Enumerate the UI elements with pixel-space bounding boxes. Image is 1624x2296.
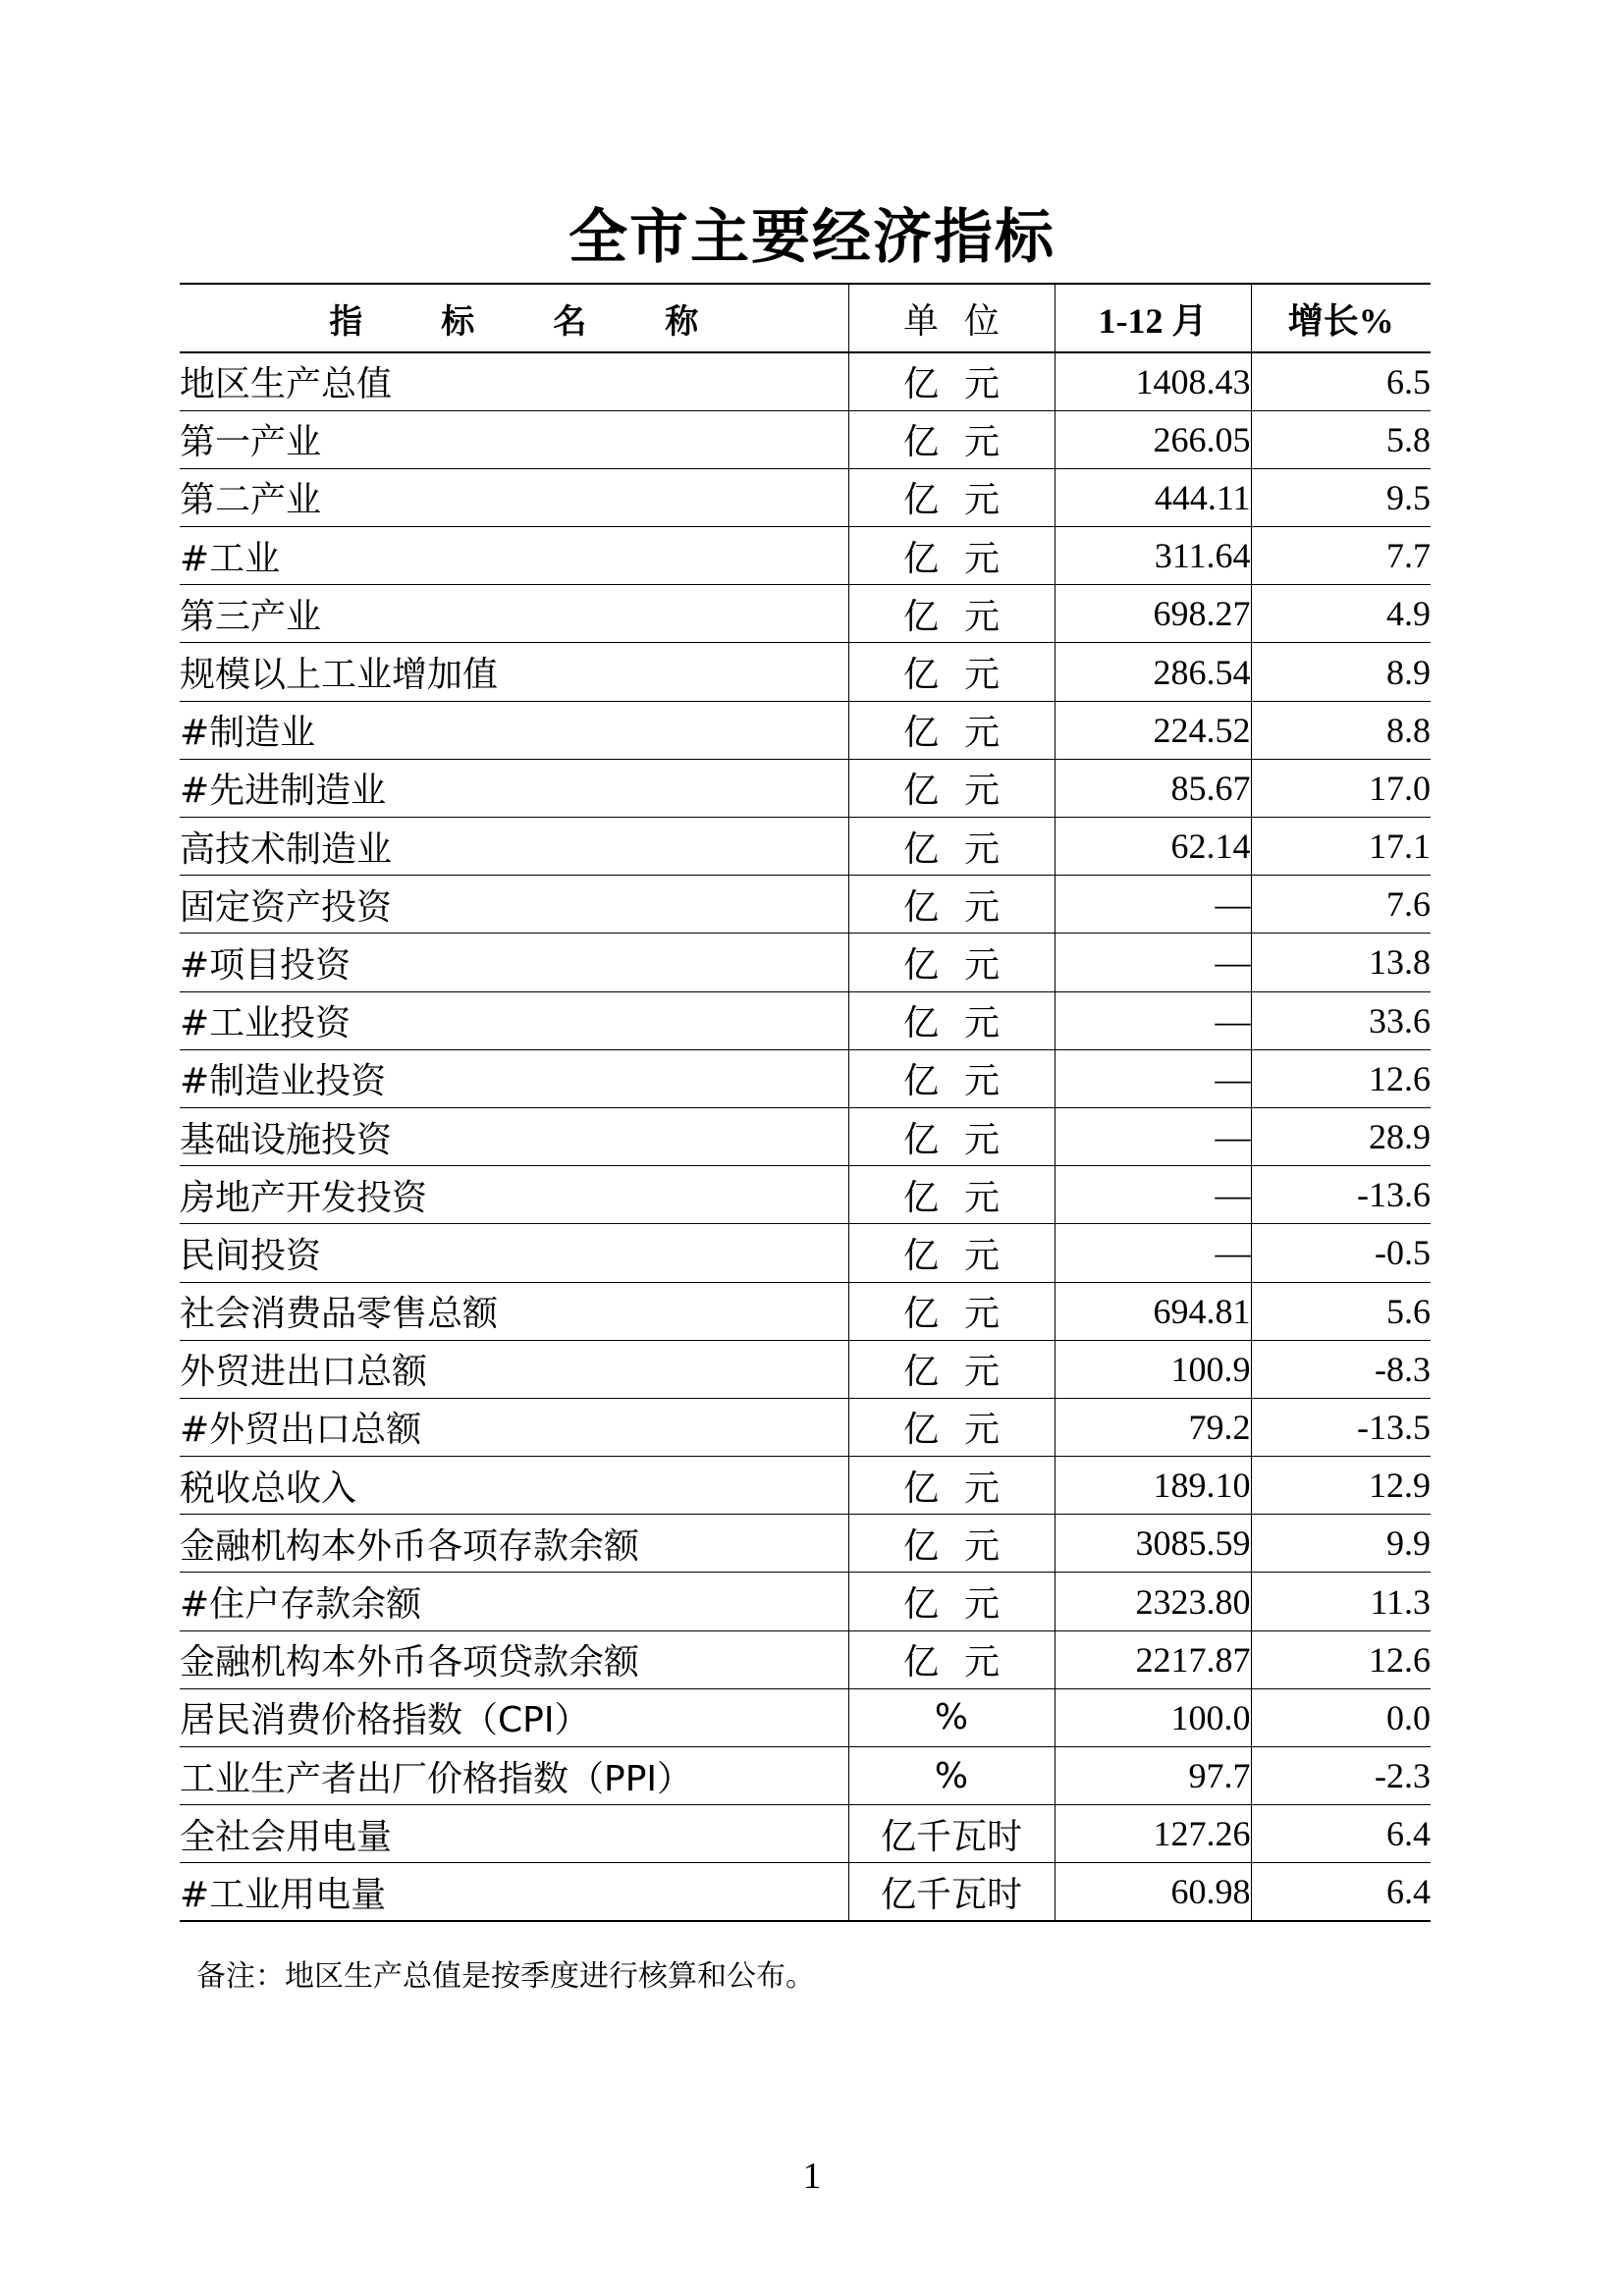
table-row [180,1224,1431,1282]
table-row [180,1863,1431,1921]
indicator-unit: 亿元 [848,1457,1055,1515]
indicator-value: — [1055,1224,1251,1282]
table-row [180,527,1431,585]
indicator-name: 高技术制造业 [180,818,848,876]
indicator-growth: 0.0 [1251,1688,1431,1746]
table-row [180,468,1431,526]
indicators-table [180,283,1431,1922]
header-indicator-name: 指标名称 [180,284,848,352]
indicator-value: 1408.43 [1055,352,1251,410]
table-row [180,934,1431,991]
indicator-growth: -8.3 [1251,1340,1431,1398]
indicator-unit: 亿元 [848,759,1055,817]
indicator-growth: 6.5 [1251,352,1431,410]
indicator-unit: 亿元 [848,1224,1055,1282]
indicator-value: 224.52 [1055,701,1251,759]
indicator-unit: 亿元 [848,1107,1055,1165]
indicator-name: #项目投资 [180,934,848,991]
indicator-growth: 9.9 [1251,1515,1431,1573]
indicator-growth: 11.3 [1251,1573,1431,1630]
indicator-unit: 亿元 [848,352,1055,410]
indicator-value: 2323.80 [1055,1573,1251,1630]
indicator-growth: -2.3 [1251,1747,1431,1805]
indicator-unit: 亿元 [848,1282,1055,1340]
indicator-growth: 17.1 [1251,818,1431,876]
indicator-name: 房地产开发投资 [180,1166,848,1224]
indicator-unit: 亿元 [848,1630,1055,1688]
indicator-growth: 12.6 [1251,1630,1431,1688]
indicator-name: 金融机构本外币各项贷款余额 [180,1630,848,1688]
table-row [180,1049,1431,1107]
indicator-value: 698.27 [1055,585,1251,643]
table-row [180,1688,1431,1746]
indicator-name: 外贸进出口总额 [180,1340,848,1398]
table-row [180,701,1431,759]
indicator-unit: 亿元 [848,991,1055,1049]
indicator-value: 127.26 [1055,1805,1251,1863]
table-row [180,818,1431,876]
indicator-unit: 亿元 [848,1166,1055,1224]
table-row [180,352,1431,410]
table-row [180,1515,1431,1573]
table-row [180,1747,1431,1805]
indicator-value: — [1055,1166,1251,1224]
table-row [180,1457,1431,1515]
indicator-unit: 亿元 [848,701,1055,759]
indicator-value: 79.2 [1055,1398,1251,1456]
indicator-value: 266.05 [1055,410,1251,468]
indicator-unit: 亿元 [848,1398,1055,1456]
indicator-value: 100.0 [1055,1688,1251,1746]
table-row [180,1630,1431,1688]
indicator-value: 60.98 [1055,1863,1251,1921]
table-row [180,1573,1431,1630]
indicator-name: #工业用电量 [180,1863,848,1921]
page-title: 全市主要经济指标 [568,203,1056,272]
indicator-unit: 亿元 [848,1515,1055,1573]
indicator-unit: 亿元 [848,1573,1055,1630]
indicator-value: 444.11 [1055,468,1251,526]
indicator-name: #先进制造业 [180,759,848,817]
indicator-name: #工业投资 [180,991,848,1049]
indicator-value: 3085.59 [1055,1515,1251,1573]
indicator-growth: 33.6 [1251,991,1431,1049]
table-row [180,1805,1431,1863]
indicator-unit: 亿千瓦时 [848,1863,1055,1921]
indicator-value: — [1055,934,1251,991]
table-row [180,1107,1431,1165]
indicator-value: 694.81 [1055,1282,1251,1340]
table-row [180,876,1431,934]
indicator-unit: 亿元 [848,468,1055,526]
indicator-unit: 亿元 [848,527,1055,585]
indicator-growth: 12.9 [1251,1457,1431,1515]
indicator-name: 税收总收入 [180,1457,848,1515]
indicator-name: #外贸出口总额 [180,1398,848,1456]
indicator-name: #制造业 [180,701,848,759]
indicator-growth: 8.8 [1251,701,1431,759]
table-row [180,1282,1431,1340]
indicator-value: 286.54 [1055,643,1251,701]
indicator-unit: 亿元 [848,876,1055,934]
indicator-value: 85.67 [1055,759,1251,817]
indicator-unit: % [848,1747,1055,1805]
indicator-growth: 6.4 [1251,1863,1431,1921]
indicator-value: — [1055,1107,1251,1165]
indicator-name: 基础设施投资 [180,1107,848,1165]
indicator-name: 全社会用电量 [180,1805,848,1863]
indicator-name: 地区生产总值 [180,352,848,410]
indicator-growth: 5.6 [1251,1282,1431,1340]
indicator-unit: 亿元 [848,1340,1055,1398]
indicator-name: 民间投资 [180,1224,848,1282]
indicator-value: — [1055,1049,1251,1107]
indicator-name: 社会消费品零售总额 [180,1282,848,1340]
indicator-unit: 亿千瓦时 [848,1805,1055,1863]
indicator-name: #制造业投资 [180,1049,848,1107]
footnote: 备注：地区生产总值是按季度进行核算和公布。 [196,1959,815,1994]
header-growth-percent: 增长% [1251,284,1431,352]
indicator-growth: -0.5 [1251,1224,1431,1282]
table-row [180,1166,1431,1224]
indicator-value: 100.9 [1055,1340,1251,1398]
indicator-value: 189.10 [1055,1457,1251,1515]
indicator-growth: 28.9 [1251,1107,1431,1165]
indicator-growth: -13.5 [1251,1398,1431,1456]
indicator-value: — [1055,876,1251,934]
indicator-name: 第二产业 [180,468,848,526]
indicator-name: 固定资产投资 [180,876,848,934]
indicator-name: 规模以上工业增加值 [180,643,848,701]
table-row [180,1398,1431,1456]
indicator-growth: 4.9 [1251,585,1431,643]
indicator-value: 62.14 [1055,818,1251,876]
table-row [180,585,1431,643]
indicator-growth: 13.8 [1251,934,1431,991]
indicator-growth: 5.8 [1251,410,1431,468]
table-row [180,643,1431,701]
indicator-name: #工业 [180,527,848,585]
indicator-unit: 亿元 [848,643,1055,701]
indicator-growth: -13.6 [1251,1166,1431,1224]
table-row [180,410,1431,468]
indicator-value: — [1055,991,1251,1049]
indicator-unit: 亿元 [848,818,1055,876]
indicator-growth: 12.6 [1251,1049,1431,1107]
header-period-value: 1-12 月 [1055,284,1251,352]
indicator-name: 第三产业 [180,585,848,643]
indicator-value: 97.7 [1055,1747,1251,1805]
indicator-unit: 亿元 [848,934,1055,991]
page-number: 1 [802,2156,822,2197]
indicator-name: 工业生产者出厂价格指数（PPI） [180,1747,848,1805]
indicator-growth: 7.6 [1251,876,1431,934]
indicator-growth: 6.4 [1251,1805,1431,1863]
table-row [180,1340,1431,1398]
indicator-unit: 亿元 [848,1049,1055,1107]
indicator-growth: 8.9 [1251,643,1431,701]
indicator-name: #住户存款余额 [180,1573,848,1630]
table-row [180,759,1431,817]
indicator-unit: 亿元 [848,585,1055,643]
indicator-value: 311.64 [1055,527,1251,585]
indicator-name: 第一产业 [180,410,848,468]
indicator-name: 金融机构本外币各项存款余额 [180,1515,848,1573]
indicator-value: 2217.87 [1055,1630,1251,1688]
indicator-growth: 17.0 [1251,759,1431,817]
indicator-unit: 亿元 [848,410,1055,468]
table-header-row [180,284,1431,352]
indicator-unit: % [848,1688,1055,1746]
indicator-growth: 9.5 [1251,468,1431,526]
table-row [180,991,1431,1049]
indicator-name: 居民消费价格指数（CPI） [180,1688,848,1746]
indicator-growth: 7.7 [1251,527,1431,585]
header-unit: 单位 [848,284,1055,352]
